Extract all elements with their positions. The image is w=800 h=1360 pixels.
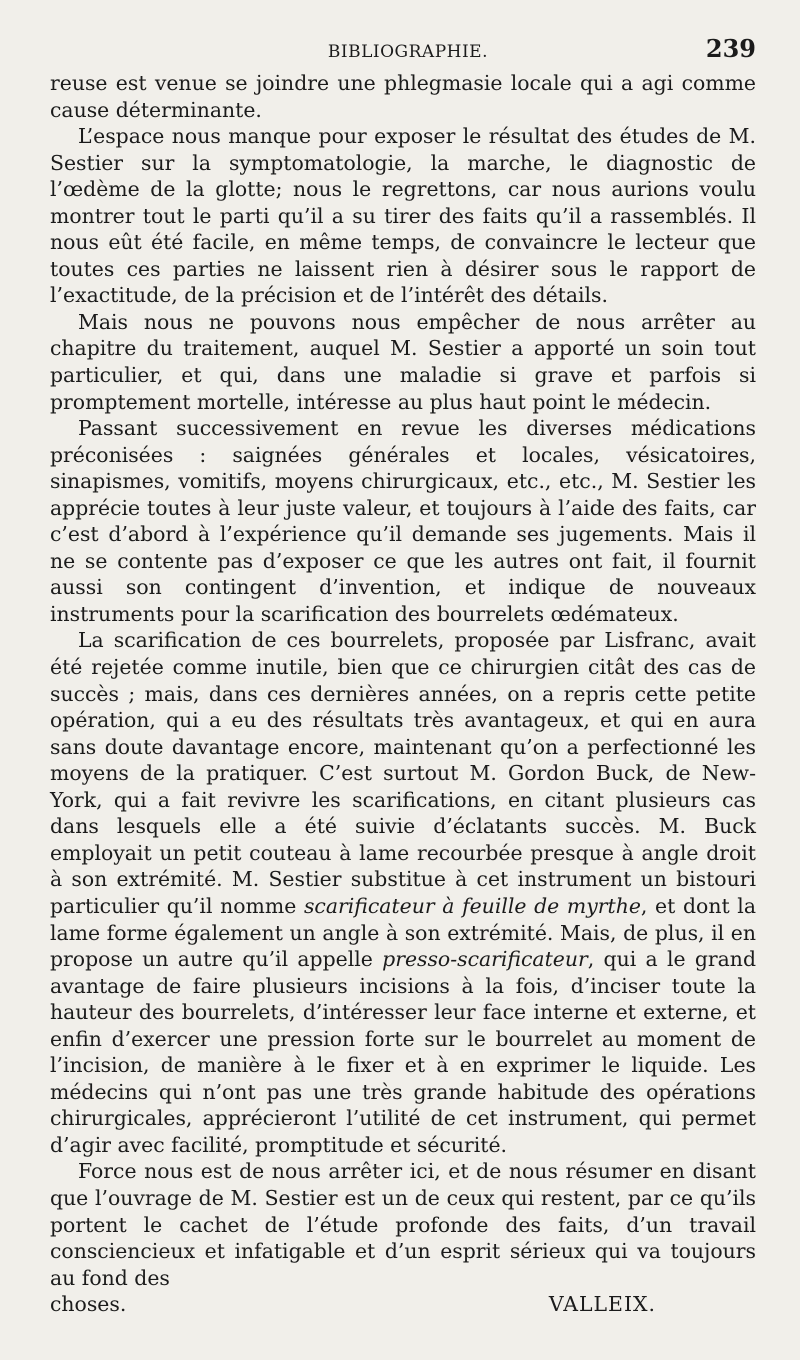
paragraph-4: Passant successivement en revue les diverses médications préconisées : saignées générales et locales, vésicatoires, sinapismes, vomitifs, moyens chirurgicaux, etc., etc., M. Sestier les apprécie toutes à leur juste valeur, et toujours à l’aide des faits, car c’est d’abord à l’expérience qu’il demande ses jugements. Mais il ne se contente pas d’exposer ce que les autres ont fait, il fournit aussi son contingent d’invention, et indique de nouveaux instruments pour la scarification des bourrelets œdémateux. [50, 416, 756, 626]
paragraph-5-text-c: , qui a le grand avantage de faire plusieurs incisions à la fois, d’inciser toute la hauteur des bourrelets, d’intéresser leur face interne et externe, et enfin d’exercer une pression forte sur le bourrelet au moment de l’incision, de manière à le fixer et à en exprimer le liquide. Les médecins qui n’ont pas une très grande habitude des opérations chirurgicales, apprécieront l’utilité de cet instrument, qui permet d’agir avec facilité, promptitude et sécurité. [50, 947, 756, 1157]
paragraph-5 [50, 627, 756, 1158]
running-head: BIBLIOGRAPHIE. [327, 42, 488, 62]
paragraph-5-text-a: La scarification de ces bourrelets, proposée par Lisfranc, avait été rejetée comme inutile, bien que ce chirurgien citât des cas de succès ; mais, dans ces dernières années, on a repris cette petite opération, qui a eu des résultats très avantageux, et qui en aura sans doute davantage encore, maintenant qu’on a perfectionné les moyens de la pratiquer. C’est surtout M. Gordon Buck, de New-York, qui a fait revivre les scarifications, en citant plusieurs cas dans lesquels elle a été suivie d’éclatants succès. M. Buck employait un petit couteau à lame recourbée presque à angle droit à son extrémité. M. Sestier substitue à cet instrument un bistouri particulier qu’il nomme [50, 628, 756, 918]
instrument-name-scarificateur: scarificateur à feuille de myrthe [303, 893, 641, 918]
paragraph-6-last-word: choses. [50, 1292, 127, 1317]
paragraph-2: L’espace nous manque pour exposer le résultat des études de M. Sestier sur la symptomatologie, la marche, le diagnostic de l’œdème de la glotte; nous le regrettons, car nous aurions voulu montrer tout le parti qu’il a su tirer des faits qu’il a rassemblés. Il nous eût été facile, en même temps, de convaincre le lecteur que toutes ces parties ne laissent rien à désirer sous le rapport de l’exactitude, de la précision et de l’intérêt des détails. [50, 124, 756, 308]
article-body [50, 70, 756, 1318]
author-signature: VALLEIX. [548, 1292, 656, 1317]
instrument-name-presso-scarificateur: presso-scarificateur [382, 947, 588, 972]
paragraph-5-text-b: , et dont la lame forme également un angle à son extrémité. Mais, de plus, il en propose un autre qu’il appelle [50, 893, 756, 972]
paragraph-1: reuse est venue se joindre une phlegmasie locale qui a agi comme cause déterminante. [50, 71, 756, 122]
paragraph-6: Force nous est de nous arrêter ici, et de nous résumer en disant que l’ouvrage de M. Sestier est un de ceux qui restent, par ce qu’ils portent le cachet de l’étude profonde des faits, d’un travail consciencieux et infatigable et d’un esprit sérieux qui va toujours au fond des [50, 1159, 756, 1290]
paragraph-3: Mais nous ne pouvons nous empêcher de nous arrêter au chapitre du traitement, auquel M. Sestier a apporté un soin tout particulier, et qui, dans une maladie si grave et parfois si promptement mortelle, intéresse au plus haut point le médecin. [50, 309, 756, 414]
closing-line [50, 1291, 756, 1318]
page-header [50, 34, 756, 70]
page-number: 239 [705, 34, 756, 63]
